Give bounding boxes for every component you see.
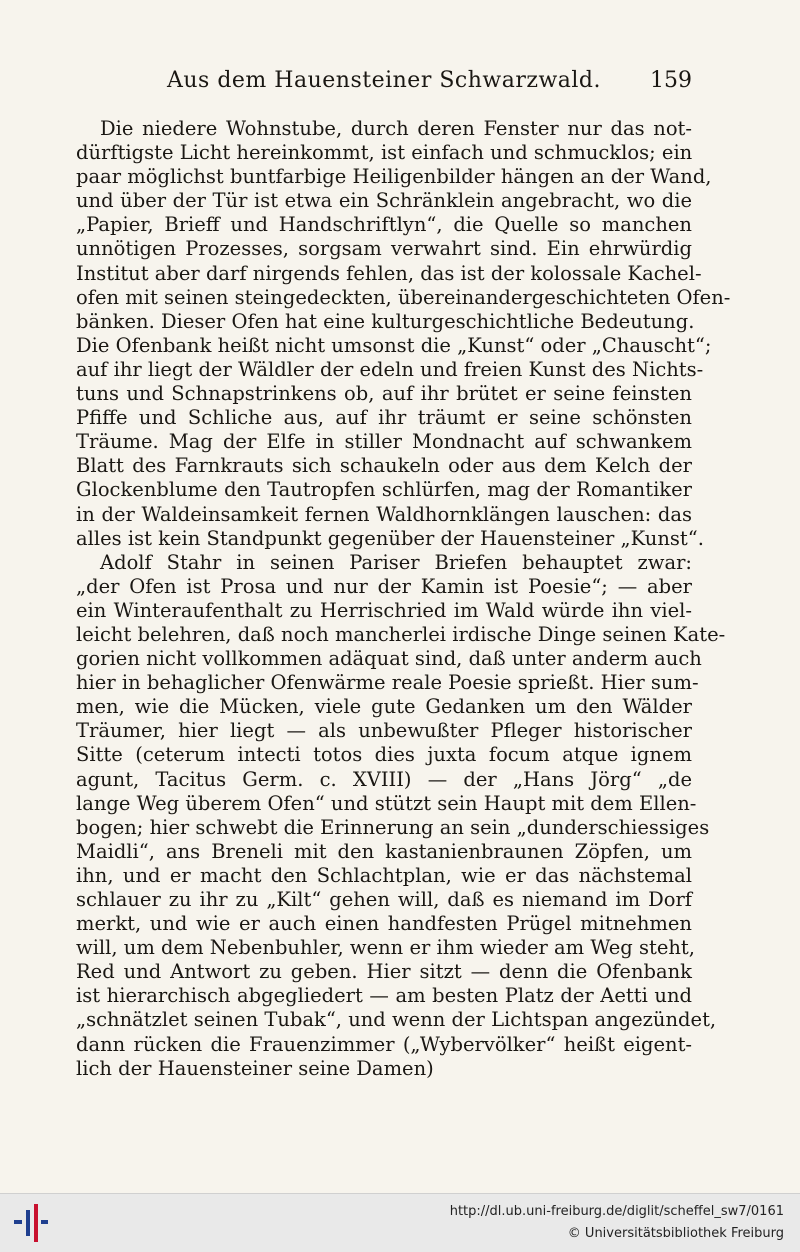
text-line: agunt, Tacitus Germ. c. XVIII) — der „Hans Jörg“ „de xyxy=(76,767,692,791)
text-line: „schnätzlet seinen Tubak“, und wenn der Lichtspan angezündet, xyxy=(76,1008,717,1032)
text-line: ein Winteraufenthalt zu Herrischried im Wald würde ihn viel- xyxy=(76,598,692,622)
text-line: in der Waldeinsamkeit fernen Waldhornklängen lauschen: das xyxy=(76,502,692,526)
text-line: „Papier, Brieff und Handschriftlyn“, die Quelle so manchen xyxy=(76,213,692,237)
text-line: Institut aber darf nirgends fehlen, das ist der kolossale Kachel- xyxy=(76,261,702,285)
text-line: Maidli“, ans Breneli mit den kastanienbraunen Zöpfen, um xyxy=(76,839,692,863)
text-line: men, wie die Mücken, viele gute Gedanken um den Wälder xyxy=(76,695,692,719)
text-line: merkt, und wie er auch einen handfesten Prügel mitnehmen xyxy=(76,912,692,936)
text-line: ihn, und er macht den Schlachtplan, wie er das nächstemal xyxy=(76,863,692,887)
page-number: 159 xyxy=(650,68,692,93)
text-line: Die Ofenbank heißt nicht umsonst die „Kunst“ oder „Chauscht“; xyxy=(76,333,712,357)
text-line: Red und Antwort zu geben. Hier sitzt — denn die Ofenbank xyxy=(76,960,692,984)
running-head: Aus dem Hauensteiner Schwarzwald. xyxy=(166,68,602,93)
text-line: Sitte (ceterum intecti totos dies juxta focum atque ignem xyxy=(76,743,692,767)
text-line: Adolf Stahr in seinen Pariser Briefen behauptet zwar: xyxy=(100,550,692,574)
text-line: paar möglichst buntfarbige Heiligenbilder hängen an der Wand, xyxy=(76,165,712,189)
text-line: alles ist kein Standpunkt gegenüber der Hauensteiner „Kunst“. xyxy=(76,526,704,550)
text-line: auf ihr liegt der Wäldler der edeln und freien Kunst des Nichts- xyxy=(76,357,704,381)
ub-freiburg-logo-icon[interactable] xyxy=(14,1204,48,1242)
source-url[interactable]: http://dl.ub.uni-freiburg.de/diglit/scheffel_sw7/0161 xyxy=(449,1204,784,1219)
text-line: Träumer, hier liegt — als unbewußter Pfleger historischer xyxy=(76,719,692,743)
text-line: Pfiffe und Schliche aus, auf ihr träumt er seine schönsten xyxy=(76,406,692,430)
page-header xyxy=(76,66,692,98)
text-line: ofen mit seinen steingedeckten, übereinandergeschichteten Ofen- xyxy=(76,285,731,309)
text-line: „der Ofen ist Prosa und nur der Kamin ist Poesie“; — aber xyxy=(76,574,692,598)
text-line: gorien nicht vollkommen adäquat sind, daß unter anderm auch xyxy=(76,647,702,671)
text-line: unnötigen Prozesses, sorgsam verwahrt sind. Ein ehrwürdig xyxy=(76,237,692,261)
text-line: schlauer zu ihr zu „Kilt“ gehen will, daß es niemand im Dorf xyxy=(76,888,692,911)
text-line: Glockenblume den Tautropfen schlürfen, mag der Romantiker xyxy=(76,478,692,502)
text-line: lich der Hauensteiner seine Damen) xyxy=(76,1056,434,1080)
text-line: leicht belehren, daß noch mancherlei irdische Dinge seinen Kate- xyxy=(76,622,726,646)
text-line: hier in behaglicher Ofenwärme reale Poesie sprießt. Hier sum- xyxy=(76,671,699,695)
text-line: will, um dem Nebenbuhler, wenn er ihm wieder am Weg steht, xyxy=(76,936,695,960)
text-line: dürftigste Licht hereinkommt, ist einfach und schmucklos; ein xyxy=(76,141,693,165)
text-line: dann rücken die Frauenzimmer („Wybervölker“ heißt eigent- xyxy=(76,1032,692,1056)
text-line: Träume. Mag der Elfe in stiller Mondnacht auf schwankem xyxy=(76,430,692,454)
body-text xyxy=(76,117,731,1081)
text-line: bänken. Dieser Ofen hat eine kulturgeschichtliche Bedeutung. xyxy=(76,309,695,333)
text-line: Blatt des Farnkrauts sich schaukeln oder aus dem Kelch der xyxy=(76,454,692,478)
viewer-footer xyxy=(0,1193,800,1252)
text-line: Die niedere Wohnstube, durch deren Fenster nur das not- xyxy=(100,117,692,140)
text-line: lange Weg überem Ofen“ und stützt sein Haupt mit dem Ellen- xyxy=(76,791,697,815)
copyright-notice: © Universitätsbibliothek Freiburg xyxy=(567,1226,784,1241)
text-line: ist hierarchisch abgegliedert — am besten Platz der Aetti und xyxy=(76,984,692,1008)
text-line: tuns und Schnapstrinkens ob, auf ihr brütet er seine feinsten xyxy=(76,382,692,406)
text-line: bogen; hier schwebt die Erinnerung an sein „dunderschiessiges xyxy=(76,815,710,839)
text-line: und über der Tür ist etwa ein Schränklein angebracht, wo die xyxy=(76,189,692,213)
